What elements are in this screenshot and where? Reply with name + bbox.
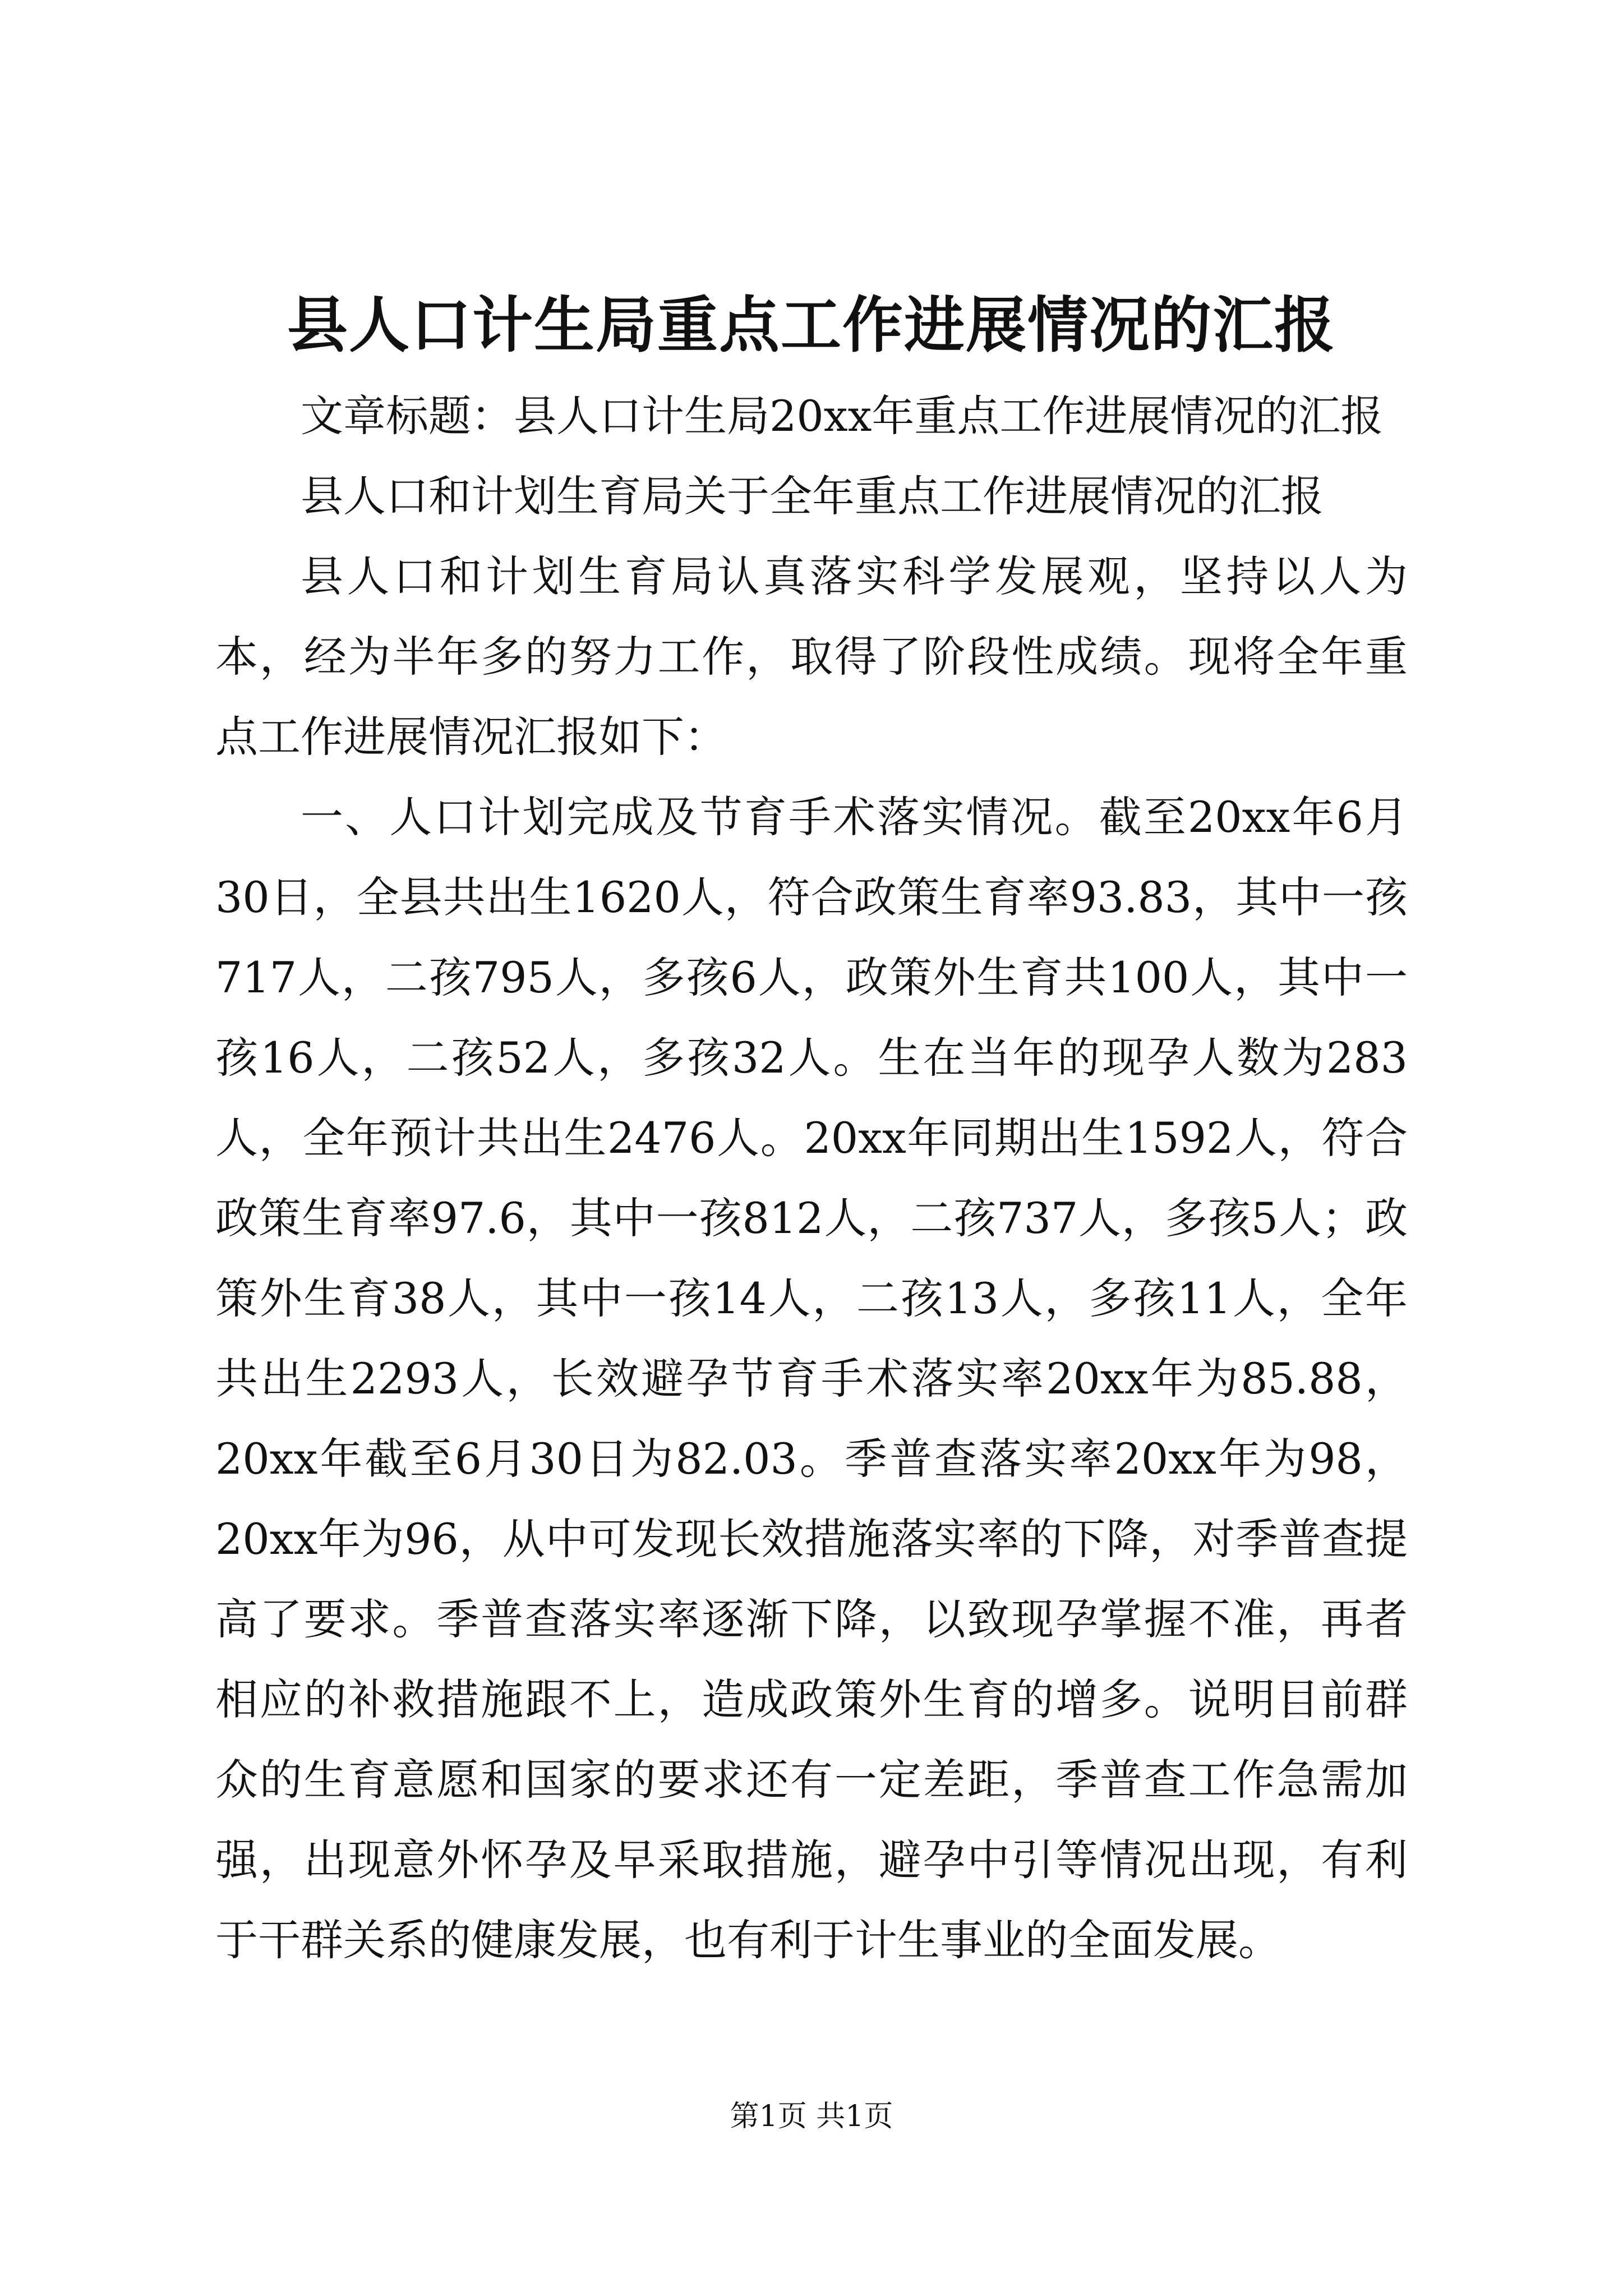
document-title: 县人口计生局重点工作进展情况的汇报: [287, 290, 1336, 361]
paragraph-report-heading: 县人口和计划生育局关于全年重点工作进展情况的汇报: [301, 471, 1324, 521]
paragraph-article-title: 文章标题：县人口计生局20xx年重点工作进展情况的汇报: [301, 391, 1384, 441]
page-footer: 第1页 共1页: [730, 2100, 893, 2133]
paragraph-introduction: 县人口和计划生育局认真落实科学发展观，坚持以人为本，经为半年多的努力工作，取得了阶段性成绩。现将全年重点工作进展情况汇报如下：: [215, 551, 1408, 762]
document-body: [215, 376, 1408, 1980]
paragraph-section-one: 一、人口计划完成及节育手术落实情况。截至20xx年6月30日，全县共出生1620人，符合政策生育率93.83，其中一孩717人，二孩795人，多孩6人，政策外生育共100人，其中一孩16人，二孩52人，多孩32人。生在当年的现孕人数为283人，全年预计共出生2476人。20xx年同期出生1592人，符合政策生育率97.6，其中一孩812人，二孩737人，多孩5人；政策外生育38人，其中一孩14人，二孩13人，多孩11人，全年共出生2293人，长效避孕节育手术落实率20xx年为85.88，20xx年截至6月30日为82.03。季普查落实率20xx年为98，20xx年为96，从中可发现长效措施落实率的下降，对季普查提高了要求。季普查落实率逐渐下降，以致现孕掌握不准，再者相应的补救措施跟不上，造成政策外生育的增多。说明目前群众的生育意愿和国家的要求还有一定差距，季普查工作急需加强，出现意外怀孕及早采取措施，避孕中引等情况出现，有利于干群关系的健康发展，也有利于计生事业的全面发展。: [215, 792, 1408, 1965]
